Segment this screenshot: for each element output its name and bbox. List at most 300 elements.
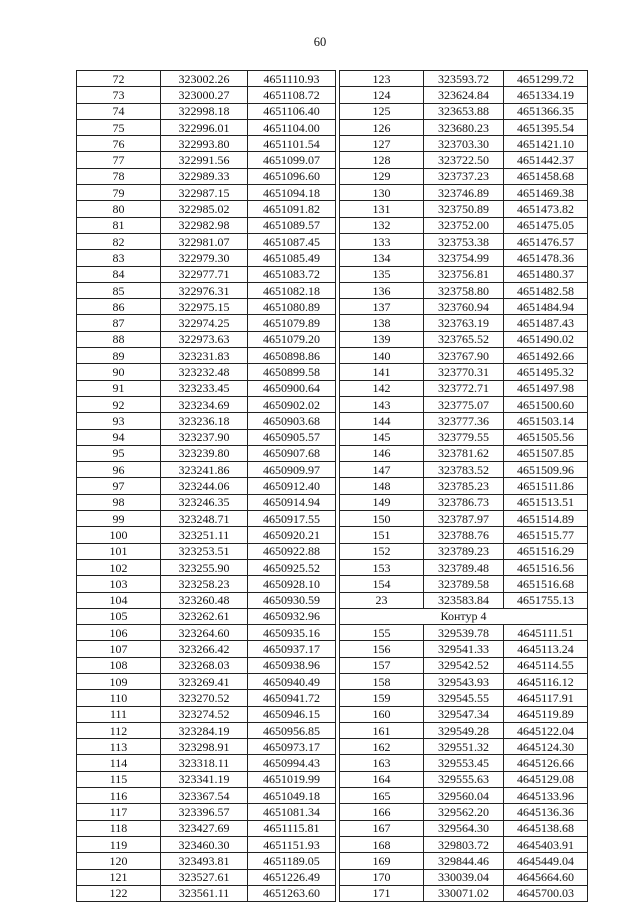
y-coordinate: 4650902.02 — [248, 396, 336, 412]
point-number: 92 — [77, 396, 161, 412]
x-coordinate: 323255.90 — [161, 559, 248, 575]
y-coordinate: 4650928.10 — [248, 576, 336, 592]
y-coordinate: 4650905.57 — [248, 429, 336, 445]
y-coordinate: 4651115.81 — [248, 820, 336, 836]
x-coordinate: 329547.34 — [424, 706, 504, 722]
point-number: 80 — [77, 201, 161, 217]
table-row — [77, 706, 588, 722]
y-coordinate: 4650898.86 — [248, 348, 336, 364]
x-coordinate: 322991.56 — [161, 152, 248, 168]
x-coordinate: 323789.58 — [424, 576, 504, 592]
point-number: 133 — [340, 233, 424, 249]
table-row — [77, 119, 588, 135]
x-coordinate: 323737.23 — [424, 168, 504, 184]
x-coordinate: 322987.15 — [161, 185, 248, 201]
point-number: 99 — [77, 511, 161, 527]
y-coordinate: 4651503.14 — [504, 413, 588, 429]
y-coordinate: 4650937.17 — [248, 641, 336, 657]
point-number: 149 — [340, 494, 424, 510]
x-coordinate: 323760.94 — [424, 299, 504, 315]
table-row — [77, 722, 588, 738]
table-row — [77, 282, 588, 298]
x-coordinate: 329543.93 — [424, 673, 504, 689]
x-coordinate: 323002.26 — [161, 71, 248, 87]
x-coordinate: 322979.30 — [161, 250, 248, 266]
y-coordinate: 4650946.15 — [248, 706, 336, 722]
x-coordinate: 323777.36 — [424, 413, 504, 429]
y-coordinate: 4650903.68 — [248, 413, 336, 429]
y-coordinate: 4650925.52 — [248, 559, 336, 575]
x-coordinate: 329551.32 — [424, 739, 504, 755]
point-number: 134 — [340, 250, 424, 266]
y-coordinate: 4651507.85 — [504, 445, 588, 461]
x-coordinate: 323758.80 — [424, 282, 504, 298]
x-coordinate: 323770.31 — [424, 364, 504, 380]
point-number: 140 — [340, 348, 424, 364]
y-coordinate: 4651458.68 — [504, 168, 588, 184]
y-coordinate: 4645129.08 — [504, 771, 588, 787]
y-coordinate: 4651083.72 — [248, 266, 336, 282]
point-number: 107 — [77, 641, 161, 657]
x-coordinate: 323236.18 — [161, 413, 248, 429]
point-number: 23 — [340, 592, 424, 608]
y-coordinate: 4651475.05 — [504, 217, 588, 233]
point-number: 161 — [340, 722, 424, 738]
y-coordinate: 4651099.07 — [248, 152, 336, 168]
point-number: 153 — [340, 559, 424, 575]
y-coordinate: 4650932.96 — [248, 608, 336, 624]
table-row — [77, 168, 588, 184]
y-coordinate: 4651110.93 — [248, 71, 336, 87]
table-row — [77, 641, 588, 657]
point-number: 170 — [340, 869, 424, 885]
x-coordinate: 323680.23 — [424, 119, 504, 135]
x-coordinate: 329553.45 — [424, 755, 504, 771]
table-row — [77, 103, 588, 119]
point-number: 103 — [77, 576, 161, 592]
table-row — [77, 788, 588, 804]
point-number: 166 — [340, 804, 424, 820]
point-number: 72 — [77, 71, 161, 87]
y-coordinate: 4651505.56 — [504, 429, 588, 445]
y-coordinate: 4651263.60 — [248, 885, 336, 901]
x-coordinate: 323396.57 — [161, 804, 248, 820]
y-coordinate: 4645114.55 — [504, 657, 588, 673]
x-coordinate: 323460.30 — [161, 836, 248, 852]
table-row — [77, 771, 588, 787]
point-number: 113 — [77, 739, 161, 755]
x-coordinate: 323781.62 — [424, 445, 504, 461]
coordinates-table-wrapper — [76, 70, 587, 901]
point-number: 141 — [340, 364, 424, 380]
y-coordinate: 4651101.54 — [248, 136, 336, 152]
point-number: 158 — [340, 673, 424, 689]
x-coordinate: 329560.04 — [424, 788, 504, 804]
point-number: 112 — [77, 722, 161, 738]
y-coordinate: 4651079.20 — [248, 331, 336, 347]
coordinates-table — [76, 70, 588, 902]
point-number: 79 — [77, 185, 161, 201]
table-row — [77, 396, 588, 412]
y-coordinate: 4650909.97 — [248, 462, 336, 478]
x-coordinate: 329545.55 — [424, 690, 504, 706]
y-coordinate: 4645138.68 — [504, 820, 588, 836]
y-coordinate: 4645133.96 — [504, 788, 588, 804]
point-number: 157 — [340, 657, 424, 673]
table-row — [77, 625, 588, 641]
x-coordinate: 323341.19 — [161, 771, 248, 787]
x-coordinate: 329555.63 — [424, 771, 504, 787]
y-coordinate: 4651189.05 — [248, 853, 336, 869]
x-coordinate: 323260.48 — [161, 592, 248, 608]
point-number: 88 — [77, 331, 161, 347]
x-coordinate: 323722.50 — [424, 152, 504, 168]
point-number: 87 — [77, 315, 161, 331]
point-number: 94 — [77, 429, 161, 445]
y-coordinate: 4651087.45 — [248, 233, 336, 249]
table-row — [77, 380, 588, 396]
table-row — [77, 462, 588, 478]
y-coordinate: 4645664.60 — [504, 869, 588, 885]
point-number: 125 — [340, 103, 424, 119]
point-number: 128 — [340, 152, 424, 168]
y-coordinate: 4645116.12 — [504, 673, 588, 689]
y-coordinate: 4650917.55 — [248, 511, 336, 527]
point-number: 119 — [77, 836, 161, 852]
point-number: 145 — [340, 429, 424, 445]
table-row — [77, 853, 588, 869]
point-number: 106 — [77, 625, 161, 641]
table-row — [77, 364, 588, 380]
page-number: 60 — [313, 35, 327, 49]
y-coordinate: 4651480.37 — [504, 266, 588, 282]
y-coordinate: 4651395.54 — [504, 119, 588, 135]
table-row — [77, 250, 588, 266]
x-coordinate: 329541.33 — [424, 641, 504, 657]
point-number: 144 — [340, 413, 424, 429]
point-number: 168 — [340, 836, 424, 852]
table-row — [77, 478, 588, 494]
x-coordinate: 323239.80 — [161, 445, 248, 461]
table-row — [77, 820, 588, 836]
table-row — [77, 592, 588, 608]
y-coordinate: 4651081.34 — [248, 804, 336, 820]
y-coordinate: 4651089.57 — [248, 217, 336, 233]
point-number: 93 — [77, 413, 161, 429]
x-coordinate: 322973.63 — [161, 331, 248, 347]
y-coordinate: 4651108.72 — [248, 87, 336, 103]
x-coordinate: 323746.89 — [424, 185, 504, 201]
point-number: 114 — [77, 755, 161, 771]
point-number: 148 — [340, 478, 424, 494]
y-coordinate: 4645124.30 — [504, 739, 588, 755]
y-coordinate: 4651516.29 — [504, 543, 588, 559]
point-number: 154 — [340, 576, 424, 592]
point-number: 131 — [340, 201, 424, 217]
point-number: 109 — [77, 673, 161, 689]
x-coordinate: 322982.98 — [161, 217, 248, 233]
point-number: 118 — [77, 820, 161, 836]
y-coordinate: 4651366.35 — [504, 103, 588, 119]
point-number: 147 — [340, 462, 424, 478]
table-row — [77, 348, 588, 364]
x-coordinate: 323251.11 — [161, 527, 248, 543]
point-number: 117 — [77, 804, 161, 820]
y-coordinate: 4651755.13 — [504, 592, 588, 608]
point-number: 167 — [340, 820, 424, 836]
coordinates-table-body — [77, 71, 588, 902]
point-number: 89 — [77, 348, 161, 364]
y-coordinate: 4651151.93 — [248, 836, 336, 852]
x-coordinate: 323789.23 — [424, 543, 504, 559]
table-row — [77, 576, 588, 592]
point-number: 96 — [77, 462, 161, 478]
y-coordinate: 4651106.40 — [248, 103, 336, 119]
x-coordinate: 323241.86 — [161, 462, 248, 478]
table-row — [77, 136, 588, 152]
table-row — [77, 608, 588, 624]
x-coordinate: 323783.52 — [424, 462, 504, 478]
kontur-heading: Контур 4 — [340, 608, 588, 624]
x-coordinate: 323248.71 — [161, 511, 248, 527]
y-coordinate: 4651511.86 — [504, 478, 588, 494]
table-row — [77, 429, 588, 445]
point-number: 127 — [340, 136, 424, 152]
x-coordinate: 323231.83 — [161, 348, 248, 364]
y-coordinate: 4651019.99 — [248, 771, 336, 787]
table-row — [77, 836, 588, 852]
y-coordinate: 4650900.64 — [248, 380, 336, 396]
point-number: 135 — [340, 266, 424, 282]
table-row — [77, 494, 588, 510]
x-coordinate: 323653.88 — [424, 103, 504, 119]
x-coordinate: 323593.72 — [424, 71, 504, 87]
y-coordinate: 4651334.19 — [504, 87, 588, 103]
point-number: 142 — [340, 380, 424, 396]
point-number: 101 — [77, 543, 161, 559]
x-coordinate: 323624.84 — [424, 87, 504, 103]
point-number: 146 — [340, 445, 424, 461]
point-number: 155 — [340, 625, 424, 641]
table-row — [77, 739, 588, 755]
table-row — [77, 445, 588, 461]
x-coordinate: 323775.07 — [424, 396, 504, 412]
point-number: 75 — [77, 119, 161, 135]
x-coordinate: 323246.35 — [161, 494, 248, 510]
x-coordinate: 322998.18 — [161, 103, 248, 119]
point-number: 138 — [340, 315, 424, 331]
y-coordinate: 4650899.58 — [248, 364, 336, 380]
point-number: 115 — [77, 771, 161, 787]
y-coordinate: 4651096.60 — [248, 168, 336, 184]
x-coordinate: 323244.06 — [161, 478, 248, 494]
table-row — [77, 152, 588, 168]
x-coordinate: 323298.91 — [161, 739, 248, 755]
x-coordinate: 329803.72 — [424, 836, 504, 852]
y-coordinate: 4651082.18 — [248, 282, 336, 298]
x-coordinate: 323233.45 — [161, 380, 248, 396]
x-coordinate: 323427.69 — [161, 820, 248, 836]
x-coordinate: 323266.42 — [161, 641, 248, 657]
point-number: 165 — [340, 788, 424, 804]
point-number: 77 — [77, 152, 161, 168]
table-row — [77, 869, 588, 885]
y-coordinate: 4651516.56 — [504, 559, 588, 575]
point-number: 98 — [77, 494, 161, 510]
y-coordinate: 4651487.43 — [504, 315, 588, 331]
point-number: 102 — [77, 559, 161, 575]
point-number: 105 — [77, 608, 161, 624]
x-coordinate: 322976.31 — [161, 282, 248, 298]
point-number: 86 — [77, 299, 161, 315]
point-number: 81 — [77, 217, 161, 233]
point-number: 139 — [340, 331, 424, 347]
y-coordinate: 4651473.82 — [504, 201, 588, 217]
x-coordinate: 323268.03 — [161, 657, 248, 673]
point-number: 90 — [77, 364, 161, 380]
point-number: 122 — [77, 885, 161, 901]
x-coordinate: 329844.46 — [424, 853, 504, 869]
point-number: 110 — [77, 690, 161, 706]
y-coordinate: 4645113.24 — [504, 641, 588, 657]
x-coordinate: 323788.76 — [424, 527, 504, 543]
y-coordinate: 4645111.51 — [504, 625, 588, 641]
table-row — [77, 673, 588, 689]
y-coordinate: 4651442.37 — [504, 152, 588, 168]
table-row — [77, 559, 588, 575]
x-coordinate: 322993.80 — [161, 136, 248, 152]
point-number: 163 — [340, 755, 424, 771]
y-coordinate: 4650941.72 — [248, 690, 336, 706]
point-number: 73 — [77, 87, 161, 103]
y-coordinate: 4651513.51 — [504, 494, 588, 510]
y-coordinate: 4650994.43 — [248, 755, 336, 771]
y-coordinate: 4650935.16 — [248, 625, 336, 641]
point-number: 132 — [340, 217, 424, 233]
point-number: 151 — [340, 527, 424, 543]
y-coordinate: 4651085.49 — [248, 250, 336, 266]
x-coordinate: 322985.02 — [161, 201, 248, 217]
y-coordinate: 4651509.96 — [504, 462, 588, 478]
y-coordinate: 4651515.77 — [504, 527, 588, 543]
y-coordinate: 4650914.94 — [248, 494, 336, 510]
table-row — [77, 755, 588, 771]
y-coordinate: 4645126.66 — [504, 755, 588, 771]
point-number: 111 — [77, 706, 161, 722]
point-number: 120 — [77, 853, 161, 869]
point-number: 143 — [340, 396, 424, 412]
x-coordinate: 323772.71 — [424, 380, 504, 396]
table-row — [77, 413, 588, 429]
y-coordinate: 4645117.91 — [504, 690, 588, 706]
x-coordinate: 323763.19 — [424, 315, 504, 331]
point-number: 85 — [77, 282, 161, 298]
x-coordinate: 323754.99 — [424, 250, 504, 266]
point-number: 116 — [77, 788, 161, 804]
y-coordinate: 4645122.04 — [504, 722, 588, 738]
point-number: 108 — [77, 657, 161, 673]
x-coordinate: 323756.81 — [424, 266, 504, 282]
x-coordinate: 323561.11 — [161, 885, 248, 901]
table-row — [77, 299, 588, 315]
point-number: 169 — [340, 853, 424, 869]
point-number: 171 — [340, 885, 424, 901]
point-number: 97 — [77, 478, 161, 494]
point-number: 104 — [77, 592, 161, 608]
point-number: 84 — [77, 266, 161, 282]
point-number: 124 — [340, 87, 424, 103]
y-coordinate: 4645136.36 — [504, 804, 588, 820]
x-coordinate: 323787.97 — [424, 511, 504, 527]
y-coordinate: 4650912.40 — [248, 478, 336, 494]
x-coordinate: 323318.11 — [161, 755, 248, 771]
x-coordinate: 329564.30 — [424, 820, 504, 836]
x-coordinate: 329562.20 — [424, 804, 504, 820]
point-number: 156 — [340, 641, 424, 657]
y-coordinate: 4650956.85 — [248, 722, 336, 738]
point-number: 78 — [77, 168, 161, 184]
x-coordinate: 323367.54 — [161, 788, 248, 804]
x-coordinate: 323583.84 — [424, 592, 504, 608]
x-coordinate: 323274.52 — [161, 706, 248, 722]
point-number: 164 — [340, 771, 424, 787]
y-coordinate: 4645119.89 — [504, 706, 588, 722]
y-coordinate: 4650907.68 — [248, 445, 336, 461]
x-coordinate: 323000.27 — [161, 87, 248, 103]
x-coordinate: 323767.90 — [424, 348, 504, 364]
y-coordinate: 4651516.68 — [504, 576, 588, 592]
x-coordinate: 323786.73 — [424, 494, 504, 510]
point-number: 129 — [340, 168, 424, 184]
y-coordinate: 4651490.02 — [504, 331, 588, 347]
y-coordinate: 4651049.18 — [248, 788, 336, 804]
point-number: 82 — [77, 233, 161, 249]
table-row — [77, 511, 588, 527]
x-coordinate: 323253.51 — [161, 543, 248, 559]
x-coordinate: 323258.23 — [161, 576, 248, 592]
point-number: 74 — [77, 103, 161, 119]
y-coordinate: 4651469.38 — [504, 185, 588, 201]
point-number: 95 — [77, 445, 161, 461]
y-coordinate: 4651421.10 — [504, 136, 588, 152]
point-number: 136 — [340, 282, 424, 298]
point-number: 83 — [77, 250, 161, 266]
x-coordinate: 322989.33 — [161, 168, 248, 184]
y-coordinate: 4650930.59 — [248, 592, 336, 608]
table-row — [77, 87, 588, 103]
y-coordinate: 4651079.89 — [248, 315, 336, 331]
x-coordinate: 323765.52 — [424, 331, 504, 347]
table-row — [77, 185, 588, 201]
x-coordinate: 323785.23 — [424, 478, 504, 494]
y-coordinate: 4651476.57 — [504, 233, 588, 249]
point-number: 100 — [77, 527, 161, 543]
x-coordinate: 329549.28 — [424, 722, 504, 738]
x-coordinate: 329542.52 — [424, 657, 504, 673]
x-coordinate: 323750.89 — [424, 201, 504, 217]
y-coordinate: 4651104.00 — [248, 119, 336, 135]
table-row — [77, 690, 588, 706]
table-row — [77, 885, 588, 901]
x-coordinate: 322974.25 — [161, 315, 248, 331]
y-coordinate: 4651492.66 — [504, 348, 588, 364]
point-number: 162 — [340, 739, 424, 755]
x-coordinate: 323264.60 — [161, 625, 248, 641]
table-row — [77, 527, 588, 543]
x-coordinate: 323753.38 — [424, 233, 504, 249]
point-number: 130 — [340, 185, 424, 201]
y-coordinate: 4651299.72 — [504, 71, 588, 87]
